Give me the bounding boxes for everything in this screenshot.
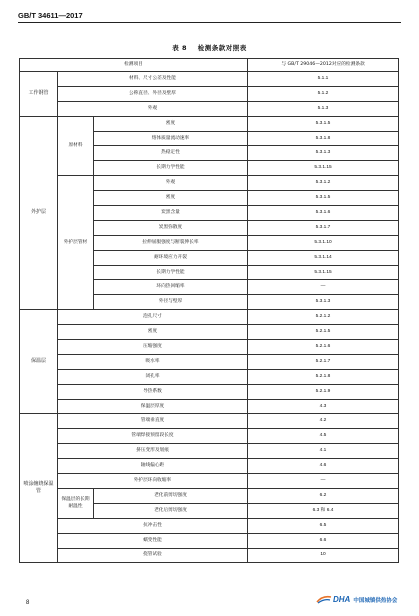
- item-cell: 热稳定性: [94, 146, 248, 161]
- item-cell: 老化后剪切强度: [94, 503, 248, 518]
- table-header-row: [20, 59, 399, 72]
- clause-cell: 6.3 和 6.4: [248, 503, 399, 518]
- table-row: [20, 72, 399, 87]
- table-row: [20, 444, 399, 459]
- clause-cell: 5.3.1.3: [248, 146, 399, 161]
- table-row: [20, 474, 399, 489]
- table-row: [20, 518, 399, 533]
- table-row: [20, 369, 399, 384]
- item-cell: 管端焊接预留段长度: [58, 429, 248, 444]
- clause-cell: 5.2.1.7: [248, 354, 399, 369]
- table-row: [20, 354, 399, 369]
- item-cell: 炭黑弥散度: [94, 220, 248, 235]
- item-cell: 吸水率: [58, 354, 248, 369]
- item-cell: 抗冲击性: [58, 518, 248, 533]
- clause-cell: 5.1.2: [248, 86, 399, 101]
- item-cell: 拉伸屈服强度与断裂伸长率: [94, 235, 248, 250]
- clause-cell: 4.5: [248, 429, 399, 444]
- item-cell: 轴线偏心距: [58, 459, 248, 474]
- group-work-pipe: 工作钢管: [20, 72, 58, 117]
- clause-cell: 5.2.1.6: [248, 340, 399, 355]
- clause-cell: —: [248, 280, 399, 295]
- clause-cell: 5.2.1.5: [248, 325, 399, 340]
- association-logo: [316, 595, 397, 604]
- item-cell: 炭黑含量: [94, 206, 248, 221]
- col-header-item: 检测项目: [20, 59, 248, 72]
- clause-cell: 5.3.1.2: [248, 176, 399, 191]
- col-header-clause: 与 GB/T 29046—2012对应的检测条款: [248, 59, 399, 72]
- table-row: [20, 429, 399, 444]
- clause-cell: 4.1: [248, 444, 399, 459]
- item-cell: 耐环境应力开裂: [94, 250, 248, 265]
- table-caption: 检测条款对照表: [197, 44, 247, 52]
- table-row: [20, 340, 399, 355]
- clause-cell: 5.3.1.15: [248, 265, 399, 280]
- clause-cell: —: [248, 474, 399, 489]
- clause-cell: 5.3.1.8: [248, 131, 399, 146]
- item-cell: 老化前剪切强度: [94, 488, 248, 503]
- clause-cell: 5.3.1.3: [248, 295, 399, 310]
- table-row: [20, 414, 399, 429]
- subgroup-raw-material: 原材料: [58, 116, 94, 176]
- table-number: 表 8: [172, 44, 188, 52]
- clause-cell: 5.3.1.7: [248, 220, 399, 235]
- item-cell: 密度: [58, 325, 248, 340]
- standard-code: GB/T 34611—2017: [18, 11, 83, 20]
- group-insulation: 保温层: [20, 310, 58, 414]
- item-cell: 长期力学性能: [94, 265, 248, 280]
- item-cell: 外观: [58, 101, 248, 116]
- table-row: [20, 310, 399, 325]
- clause-cell: 5.2.1.9: [248, 384, 399, 399]
- table-title: [0, 43, 419, 52]
- logo-org-name: 中国城镇供热协会: [353, 597, 398, 604]
- item-cell: 泡孔尺寸: [58, 310, 248, 325]
- clause-cell: 4.6: [248, 459, 399, 474]
- table-row: [20, 101, 399, 116]
- clause-cell: 4.3: [248, 399, 399, 414]
- clause-cell: 6.2: [248, 488, 399, 503]
- item-cell: 挠管试验: [58, 548, 248, 563]
- clause-cell: 5.3.1.5: [248, 116, 399, 131]
- item-cell: 保温层厚度: [58, 399, 248, 414]
- clause-cell: 5.1.3: [248, 101, 399, 116]
- item-cell: 材料、尺寸公差及性能: [58, 72, 248, 87]
- clause-cell: 6.6: [248, 533, 399, 548]
- table-row: [20, 384, 399, 399]
- item-cell: 密度: [94, 116, 248, 131]
- item-cell: 长期力学性能: [94, 161, 248, 176]
- group-assembled-pipe: 喷涂缠绕保温管: [20, 414, 58, 563]
- logo-wordmark: DHA: [333, 595, 351, 604]
- item-cell: 压缩强度: [58, 340, 248, 355]
- clause-cell: 5.2.1.2: [248, 310, 399, 325]
- item-cell: 闭孔率: [58, 369, 248, 384]
- swoosh-icon: [316, 595, 332, 604]
- table-row: [20, 399, 399, 414]
- clause-cell: 5.1.1: [248, 72, 399, 87]
- item-cell: 密度: [94, 191, 248, 206]
- table-row: [20, 548, 399, 563]
- item-cell: 环向热回缩率: [94, 280, 248, 295]
- table-row: [20, 325, 399, 340]
- clause-cell: 5.3.1.10: [248, 235, 399, 250]
- subgroup-long-term-shear: 保温层的长期耐温性: [58, 488, 94, 518]
- item-cell: 管端垂直度: [58, 414, 248, 429]
- detection-clause-table: [19, 58, 399, 563]
- item-cell: 挤压变形及划痕: [58, 444, 248, 459]
- table-row: [20, 459, 399, 474]
- page-number: 8: [26, 600, 30, 606]
- table-row: [20, 533, 399, 548]
- header-rule: [18, 22, 401, 23]
- item-cell: 外护层环向收缩率: [58, 474, 248, 489]
- item-cell: 外径与壁厚: [94, 295, 248, 310]
- subgroup-jacket-pipe: 外护层管材: [58, 176, 94, 310]
- group-outer-jacket: 外护层: [20, 116, 58, 310]
- clause-cell: 6.5: [248, 518, 399, 533]
- clause-cell: 4.2: [248, 414, 399, 429]
- item-cell: 导热系数: [58, 384, 248, 399]
- table-row: [20, 86, 399, 101]
- item-cell: 公称直径、外径及壁厚: [58, 86, 248, 101]
- clause-cell: 5.3.1.15: [248, 161, 399, 176]
- clause-cell: 5.3.1.6: [248, 206, 399, 221]
- table-row: [20, 116, 399, 131]
- item-cell: 外观: [94, 176, 248, 191]
- clause-cell: 10: [248, 548, 399, 563]
- item-cell: 蠕变性能: [58, 533, 248, 548]
- clause-cell: 5.3.1.14: [248, 250, 399, 265]
- item-cell: 熔体质量流动速率: [94, 131, 248, 146]
- table-row: [20, 488, 399, 503]
- clause-cell: 5.2.1.8: [248, 369, 399, 384]
- table-row: [20, 176, 399, 191]
- clause-cell: 5.3.1.5: [248, 191, 399, 206]
